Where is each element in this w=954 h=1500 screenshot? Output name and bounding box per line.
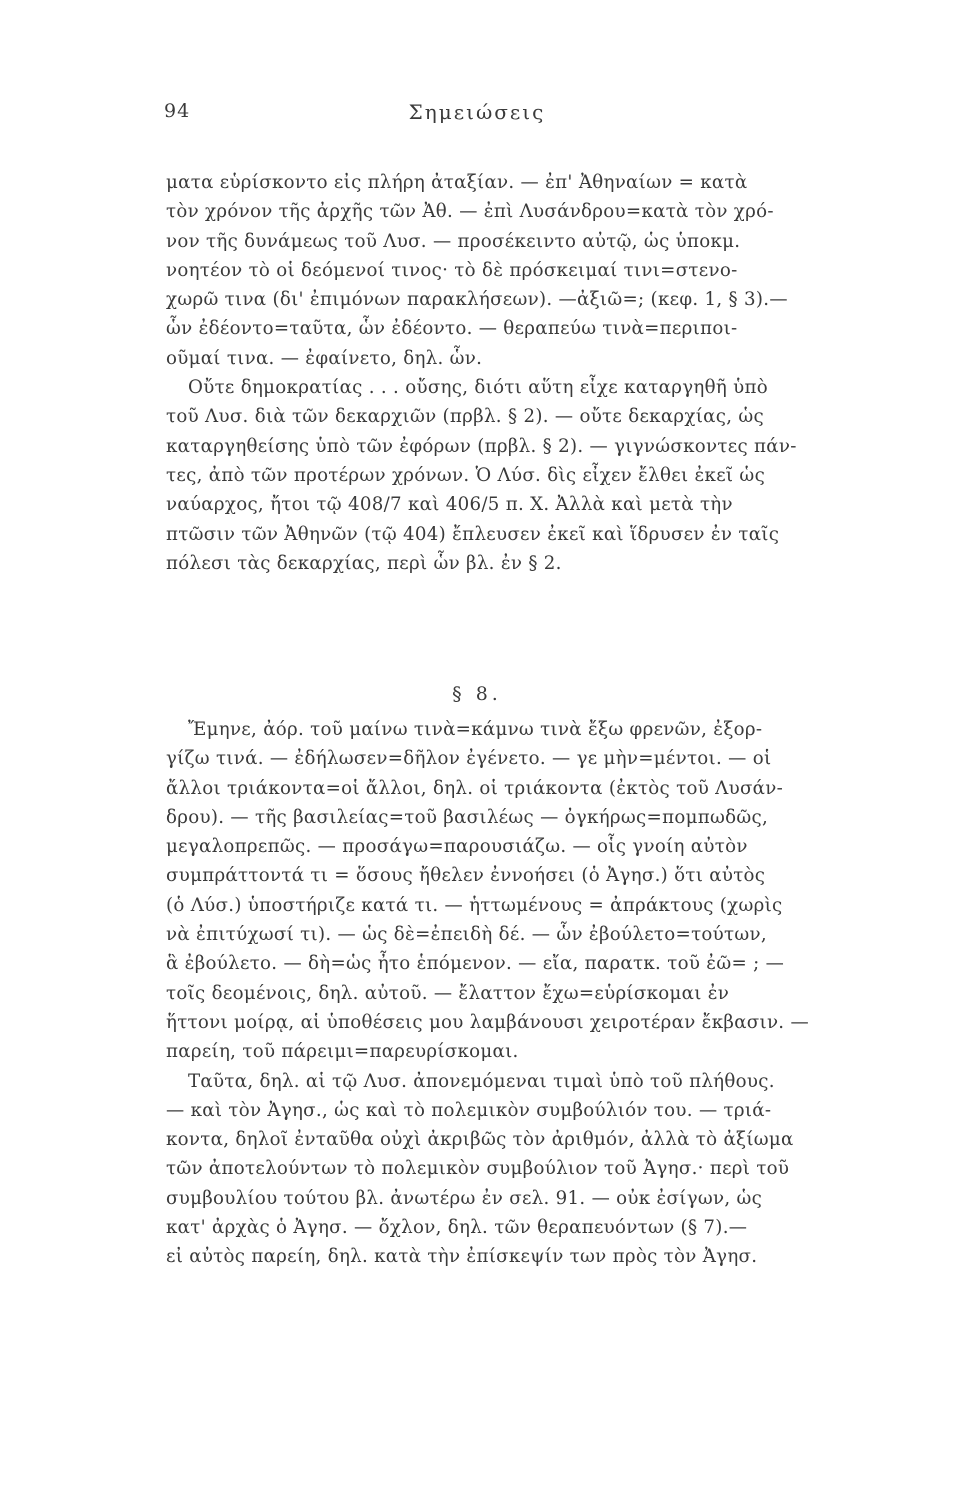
text-line: Ἔμηνε, ἀόρ. τοῦ μαίνω τινὰ=κάμνω τινὰ ἔξω φρενῶν, ἐξορ- bbox=[188, 719, 763, 740]
text-line: τες, ἀπὸ τῶν προτέρων χρόνων. Ὁ Λύσ. δὶς εἶχεν ἔλθει ἐκεῖ ὡς bbox=[166, 464, 766, 486]
text-line: τῶν ἀποτελούντων τὸ πολεμικὸν συμβούλιον τοῦ Ἀγησ.· περὶ τοῦ bbox=[166, 1158, 790, 1180]
text-line: γίζω τινά. — ἐδήλωσεν=δῆλον ἐγένετο. — γε μὴν=μέντοι. — οἱ bbox=[166, 748, 772, 770]
text-line: Ταῦτα, δηλ. αἱ τῷ Λυσ. ἀπονεμόμεναι τιμαὶ ὑπὸ τοῦ πλήθους. bbox=[188, 1070, 775, 1092]
text-line: (ὁ Λύσ.) ὑποστήριζε κατά τι. — ἡττωμένους = ἀπράκτους (χωρὶς bbox=[166, 894, 783, 916]
text-line: χωρῶ τινα (δι' ἐπιμόνων παρακλήσεων). —ἀξιῶ=; (κεφ. 1, § 3).— bbox=[166, 289, 788, 311]
text-line: συμπράττοντά τι = ὅσους ἤθελεν ἐννοήσει (ὁ Ἀγησ.) ὅτι αὐτὸς bbox=[166, 865, 766, 887]
text-line: πτῶσιν τῶν Ἀθηνῶν (τῷ 404) ἔπλευσεν ἐκεῖ καὶ ἵδρυσεν ἐν ταῖς bbox=[166, 523, 780, 545]
notes-block-1 bbox=[166, 168, 866, 578]
text-line: ἥττονι μοίρᾳ, αἱ ὑποθέσεις μου λαμβάνουσι χειροτέραν ἔκβασιν. — bbox=[166, 1011, 809, 1033]
text-line: καταργηθείσης ὑπὸ τῶν ἐφόρων (πρβλ. § 2). — γιγνώσκοντες πάν- bbox=[166, 435, 797, 457]
page-number: 94 bbox=[164, 100, 191, 122]
text-line: μεγαλοπρεπῶς. — προσάγω=παρουσιάζω. — οἷς γνοίη αὐτὸν bbox=[166, 836, 748, 858]
text-line: πόλεσι τὰς δεκαρχίας, περὶ ὧν βλ. ἐν § 2. bbox=[166, 552, 562, 574]
page-header bbox=[0, 100, 954, 130]
text-line: ὧν ἐδέοντο=ταῦτα, ὧν ἐδέοντο. — θεραπεύω τινὰ=περιποι- bbox=[166, 318, 738, 340]
text-line: νὰ ἐπιτύχωσί τι). — ὡς δὲ=ἐπειδὴ δέ. — ὧν ἐβούλετο=τούτων, bbox=[166, 924, 767, 946]
text-line: τὸν χρόνον τῆς ἀρχῆς τῶν Ἀθ. — ἐπὶ Λυσάνδρου=κατὰ τὸν χρό- bbox=[166, 201, 774, 223]
text-line: ἃ ἐβούλετο. — δὴ=ὡς ἦτο ἑπόμενον. — εἴα, παρατκ. τοῦ ἐῶ= ; — bbox=[166, 953, 785, 975]
text-line: τοῦ Λυσ. διὰ τῶν δεκαρχιῶν (πρβλ. § 2). — οὔτε δεκαρχίας, ὡς bbox=[166, 406, 765, 428]
section-heading: § 8. bbox=[452, 683, 502, 705]
text-line: ναύαρχος, ἤτοι τῷ 408/7 καὶ 406/5 π. Χ. Ἀλλὰ καὶ μετὰ τὴν bbox=[166, 494, 733, 516]
text-line: νον τῆς δυνάμεως τοῦ Λυσ. — προσέκειντο αὐτῷ, ὡς ὑποκμ. bbox=[166, 230, 741, 252]
text-line: Οὔτε δημοκρατίας . . . οὔσης, διότι αὕτη εἶχε καταργηθῆ ὑπὸ bbox=[188, 377, 768, 399]
text-line: ἄλλοι τριάκοντα=οἱ ἄλλοι, δηλ. οἱ τριάκοντα (ἐκτὸς τοῦ Λυσάν- bbox=[166, 777, 784, 799]
text-line: τοῖς δεομένοις, δηλ. αὐτοῦ. — ἔλαττον ἔχω=εὑρίσκομαι ἐν bbox=[166, 982, 730, 1004]
text-line: δρου). — τῆς βασιλείας=τοῦ βασιλέως — ὀγκήρως=πομπωδῶς, bbox=[166, 806, 769, 828]
notes-block-2 bbox=[166, 715, 866, 1272]
text-line: συμβουλίου τούτου βλ. ἀνωτέρω ἐν σελ. 91. — οὐκ ἐσίγων, ὡς bbox=[166, 1187, 763, 1209]
text-line: κοντα, δηλοῖ ἐνταῦθα οὐχὶ ἀκριβῶς τὸν ἀριθμόν, ἀλλὰ τὸ ἀξίωμα bbox=[166, 1129, 794, 1151]
text-line: νοητέον τὸ οἱ δεόμενοί τινος· τὸ δὲ πρόσκειμαί τινι=στενο- bbox=[166, 259, 738, 281]
text-line: εἰ αὐτὸς παρείη, δηλ. κατὰ τὴν ἐπίσκεψίν των πρὸς τὸν Ἀγησ. bbox=[166, 1246, 758, 1268]
text-line: παρείη, τοῦ πάρειμι=παρευρίσκομαι. bbox=[166, 1041, 519, 1063]
running-head: Σημειώσεις bbox=[408, 100, 546, 124]
text-line: ματα εὑρίσκοντο εἰς πλήρη ἀταξίαν. — ἐπ' Ἀθηναίων = κατὰ bbox=[166, 172, 748, 193]
text-line: — καὶ τὸν Ἀγησ., ὡς καὶ τὸ πολεμικὸν συμβούλιόν του. — τριά- bbox=[166, 1099, 772, 1121]
text-line: οῦμαί τινα. — ἐφαίνετο, δηλ. ὧν. bbox=[166, 347, 483, 369]
text-line: κατ' ἀρχὰς ὁ Ἀγησ. — ὄχλον, δηλ. τῶν θεραπευόντων (§ 7).— bbox=[166, 1217, 748, 1239]
